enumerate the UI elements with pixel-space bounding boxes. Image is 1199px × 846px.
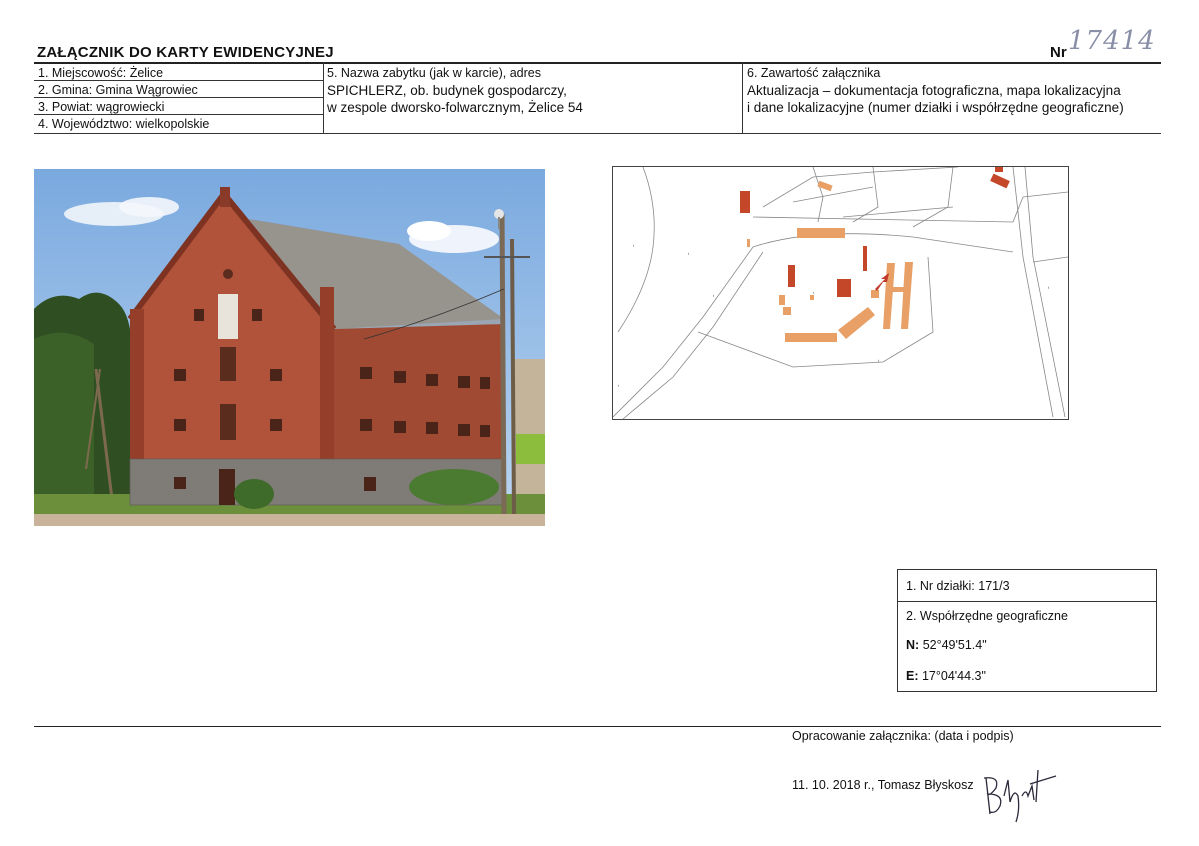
longitude-label: E: bbox=[906, 669, 919, 683]
svg-text:t: t bbox=[688, 251, 690, 256]
date-and-author: 11. 10. 2018 r., Tomasz Błyskosz bbox=[792, 778, 974, 792]
svg-text:t: t bbox=[1048, 285, 1050, 290]
document-title: ZAŁĄCZNIK DO KARTY EWIDENCYJNEJ bbox=[37, 44, 334, 61]
svg-text:t: t bbox=[813, 290, 815, 295]
record-number-handwritten: 17414 bbox=[1068, 26, 1156, 56]
contents-line-1: Aktualizacja – dokumentacja fotograficzna, mapa lokalizacyjna bbox=[747, 83, 1121, 98]
contents-line-2: i dane lokalizacyjne (numer działki i współrzędne geograficzne) bbox=[747, 100, 1124, 115]
latitude-label: N: bbox=[906, 638, 920, 652]
longitude-value: 17°04'44.3" bbox=[921, 669, 986, 683]
handwritten-signature bbox=[978, 766, 1060, 826]
plot-number: 1. Nr działki: 171/3 bbox=[906, 579, 1010, 593]
monument-name: SPICHLERZ, ob. budynek gospodarczy, bbox=[327, 83, 567, 98]
svg-text:t: t bbox=[633, 243, 635, 248]
field-commune: 2. Gmina: Gmina Wągrowiec bbox=[38, 83, 198, 97]
coordinates-label: 2. Współrzędne geograficzne bbox=[906, 609, 1068, 623]
svg-text:t: t bbox=[713, 293, 715, 298]
granary-photo bbox=[34, 169, 545, 526]
contents-label: 6. Zawartość załącznika bbox=[747, 66, 881, 80]
monument-label: 5. Nazwa zabytku (jak w karcie), adres bbox=[327, 66, 541, 80]
field-county: 3. Powiat: wągrowiecki bbox=[38, 100, 165, 114]
latitude-value: 52°49'51.4" bbox=[922, 638, 987, 652]
field-voivodeship: 4. Województwo: wielkopolskie bbox=[38, 117, 210, 131]
longitude bbox=[906, 669, 986, 683]
svg-text:t: t bbox=[878, 358, 880, 363]
location-map bbox=[612, 166, 1069, 420]
latitude bbox=[906, 638, 987, 652]
field-locality: 1. Miejscowość: Żelice bbox=[38, 66, 164, 80]
prepared-by-label: Opracowanie załącznika: (data i podpis) bbox=[792, 729, 1014, 743]
record-number-label: Nr bbox=[1050, 44, 1067, 61]
location-info-box bbox=[897, 569, 1157, 692]
monument-address: w zespole dworsko-folwarcznym, Żelice 54 bbox=[327, 100, 583, 115]
svg-text:t: t bbox=[618, 383, 620, 388]
